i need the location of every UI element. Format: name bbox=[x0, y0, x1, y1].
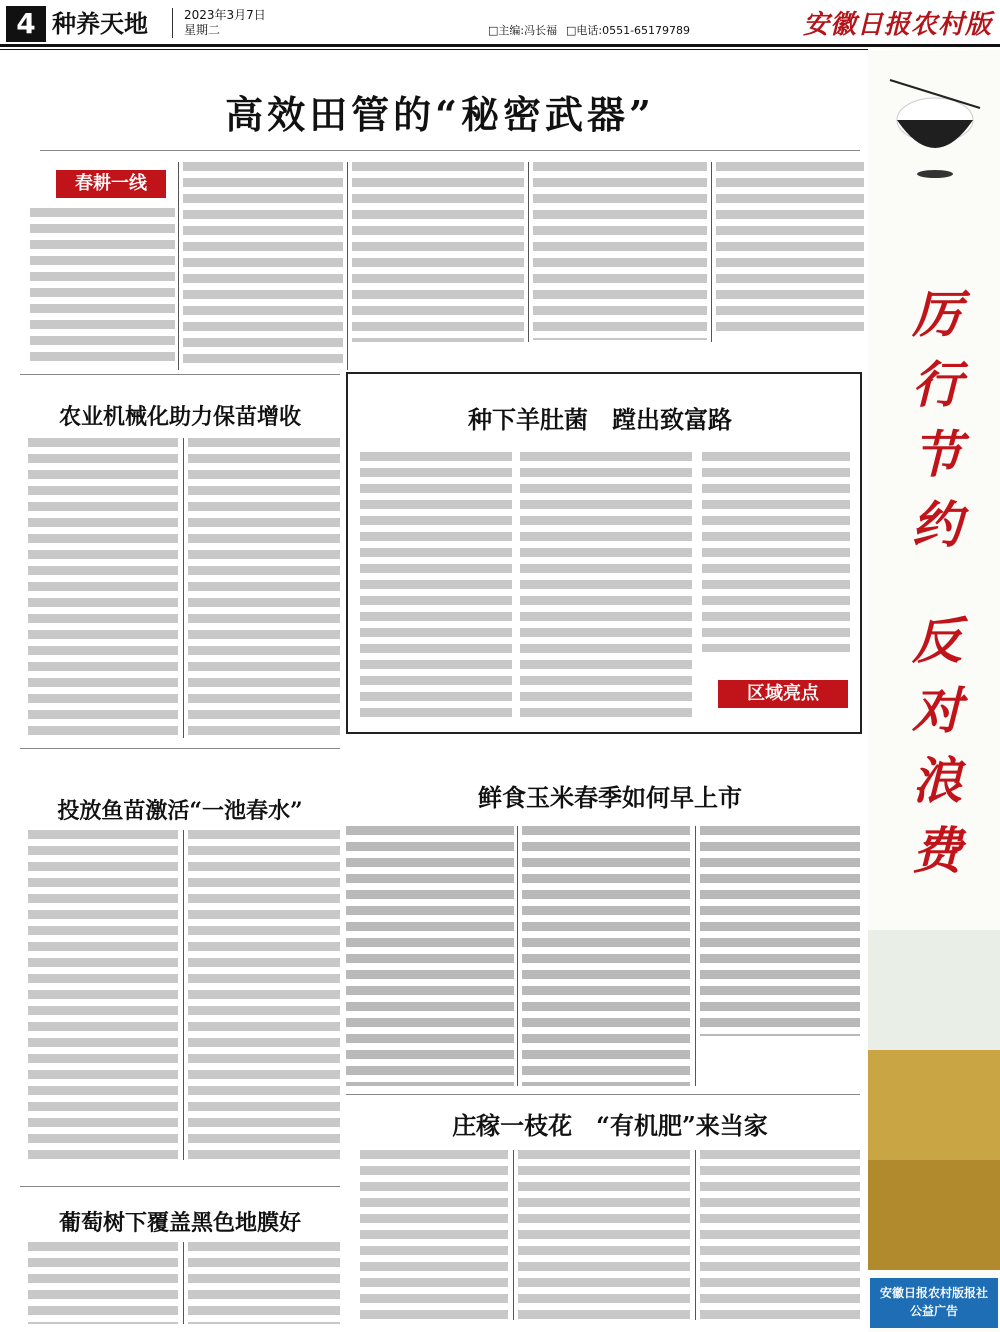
column-divider bbox=[183, 830, 184, 1160]
region-highlight-tag: 区域亮点 bbox=[718, 680, 848, 708]
grape-headline: 葡萄树下覆盖黑色地膜好 bbox=[58, 1210, 301, 1236]
lead-article-text bbox=[716, 162, 864, 338]
header-divider bbox=[172, 8, 173, 38]
editor-phone: □电话:0551-65179789 bbox=[566, 24, 691, 37]
page-number: 4 bbox=[6, 6, 46, 42]
ad-slogan bbox=[892, 280, 982, 886]
mechanization-headline: 农业机械化助力保苗增收 bbox=[58, 404, 301, 430]
mechanization-text bbox=[28, 438, 178, 738]
column-divider bbox=[183, 1242, 184, 1324]
lead-article-text bbox=[30, 208, 175, 368]
mushroom-text bbox=[360, 452, 512, 720]
column-divider bbox=[695, 1150, 696, 1320]
section-rule bbox=[20, 748, 340, 749]
spring-plowing-tag: 春耕一线 bbox=[56, 170, 166, 198]
mechanization-text bbox=[188, 438, 340, 738]
lead-article-text bbox=[352, 162, 524, 342]
ad-credit-type: 公益广告 bbox=[909, 1304, 958, 1318]
mushroom-text bbox=[520, 452, 692, 720]
section-rule bbox=[20, 1186, 340, 1187]
column-divider bbox=[513, 1150, 514, 1320]
corn-text bbox=[346, 826, 514, 1086]
fish-text bbox=[188, 830, 340, 1160]
fertilizer-text bbox=[518, 1150, 690, 1320]
slogan-char: 节 bbox=[912, 425, 962, 484]
ad-credit bbox=[870, 1278, 998, 1328]
slogan-char: 行 bbox=[912, 355, 962, 414]
column-divider bbox=[711, 162, 712, 342]
section-rule bbox=[346, 1094, 860, 1095]
slogan-char: 反 bbox=[912, 611, 962, 670]
date-block bbox=[184, 8, 266, 38]
section-rule bbox=[20, 374, 340, 375]
column-divider bbox=[517, 826, 518, 1086]
grape-text bbox=[28, 1242, 178, 1324]
fertilizer-text bbox=[700, 1150, 860, 1320]
column-divider bbox=[347, 162, 348, 370]
header-rule bbox=[0, 44, 1000, 47]
slogan-char: 厉 bbox=[912, 285, 962, 344]
lead-article-text bbox=[533, 162, 707, 340]
column-divider bbox=[528, 162, 529, 342]
section-title: 种养天地 bbox=[52, 9, 148, 38]
corn-text bbox=[700, 826, 860, 1036]
fertilizer-headline: 庄稼一枝花 “有机肥”来当家 bbox=[452, 1111, 768, 1140]
fish-text bbox=[28, 830, 178, 1160]
newspaper-brand: 安徽日报农村版 bbox=[802, 10, 992, 40]
grape-text bbox=[188, 1242, 340, 1324]
rice-bowl-image bbox=[880, 58, 990, 188]
lead-article-text bbox=[183, 162, 343, 370]
issue-weekday: 星期二 bbox=[184, 23, 221, 37]
grain-field-image bbox=[868, 930, 1000, 1270]
column-divider bbox=[183, 438, 184, 738]
mushroom-text bbox=[702, 452, 850, 652]
mushroom-headline: 种下羊肚菌 蹚出致富路 bbox=[468, 405, 732, 434]
issue-date: 2023年3月7日 bbox=[184, 8, 266, 22]
slogan-char: 浪 bbox=[912, 751, 962, 810]
slogan-char: 约 bbox=[912, 495, 962, 554]
corn-headline: 鲜食玉米春季如何早上市 bbox=[478, 783, 742, 812]
slogan-char: 对 bbox=[912, 681, 962, 740]
column-divider bbox=[695, 826, 696, 1086]
ad-credit-publisher: 安徽日报农村版报社 bbox=[879, 1286, 988, 1300]
column-divider bbox=[178, 162, 179, 370]
slogan-char: 费 bbox=[912, 821, 962, 880]
fish-headline: 投放鱼苗激活“一池春水” bbox=[57, 798, 303, 824]
main-headline: 高效田管的“秘密武器” bbox=[225, 92, 655, 137]
headline-rule bbox=[40, 150, 860, 151]
editor-credit: □主编:冯长福 bbox=[488, 24, 558, 37]
header-rule-thin bbox=[0, 49, 868, 50]
corn-text bbox=[522, 826, 690, 1086]
slogan-gap bbox=[892, 560, 982, 606]
fertilizer-text bbox=[360, 1150, 508, 1320]
